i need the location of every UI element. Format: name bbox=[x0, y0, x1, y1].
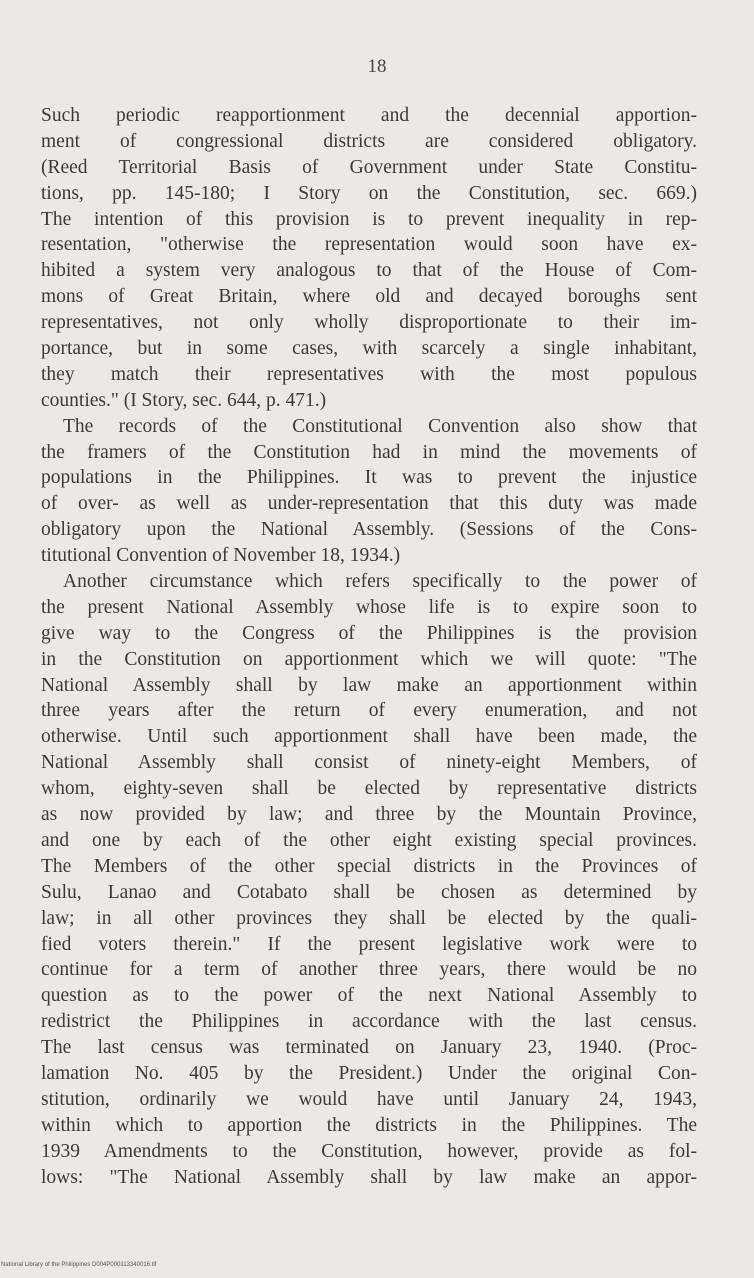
text-line: Sulu, Lanao and Cotabato shall be chosen as determined by bbox=[41, 881, 697, 903]
text-line: populations in the Philippines. It was to prevent the injustice bbox=[41, 467, 697, 489]
text-line: in the Constitution on apportionment which we will quote: "The bbox=[41, 648, 697, 670]
text-line: the framers of the Constitution had in mind the movements of bbox=[41, 441, 697, 463]
text-line: lamation No. 405 by the President.) Under the original Con- bbox=[41, 1062, 697, 1084]
text-line: ment of congressional districts are considered obligatory. bbox=[41, 130, 697, 152]
text-line: National Assembly shall consist of ninety-eight Members, of bbox=[41, 752, 697, 774]
text-line: The last census was terminated on January 23, 1940. (Proc- bbox=[41, 1037, 697, 1059]
text-line: fied voters therein." If the present legislative work were to bbox=[41, 933, 697, 955]
text-line: hibited a system very analogous to that of the House of Com- bbox=[41, 260, 697, 282]
text-line: The Members of the other special districts in the Provinces of bbox=[41, 855, 697, 877]
text-line: representatives, not only wholly disproportionate to their im- bbox=[41, 312, 697, 334]
text-line: three years after the return of every enumeration, and not bbox=[41, 700, 697, 722]
text-line: give way to the Congress of the Philippines is the provision bbox=[41, 622, 697, 644]
text-line: as now provided by law; and three by the Mountain Province, bbox=[41, 804, 697, 826]
text-line: within which to apportion the districts in the Philippines. The bbox=[41, 1114, 697, 1136]
text-line: tions, pp. 145-180; I Story on the Constitution, sec. 669.) bbox=[41, 182, 697, 204]
text-line: redistrict the Philippines in accordance with the last census. bbox=[41, 1011, 697, 1033]
paragraph-start-line: Another circumstance which refers specifically to the power of bbox=[63, 571, 697, 593]
text-line: lows: "The National Assembly shall by law make an appor- bbox=[41, 1166, 697, 1188]
text-line: portance, but in some cases, with scarcely a single inhabitant, bbox=[41, 338, 697, 360]
text-line: stitution, ordinarily we would have until January 24, 1943, bbox=[41, 1088, 697, 1110]
text-line: whom, eighty-seven shall be elected by representative districts bbox=[41, 778, 697, 800]
text-line: law; in all other provinces they shall be elected by the quali- bbox=[41, 907, 697, 929]
text-line: continue for a term of another three years, there would be no bbox=[41, 959, 697, 981]
text-line: and one by each of the other eight existing special provinces. bbox=[41, 829, 697, 851]
text-line: of over- as well as under-representation that this duty was made bbox=[41, 493, 697, 515]
text-line: resentation, "otherwise the representation would soon have ex- bbox=[41, 234, 697, 256]
text-line: 1939 Amendments to the Constitution, however, provide as fol- bbox=[41, 1140, 697, 1162]
text-line: counties." (I Story, sec. 644, p. 471.) bbox=[41, 389, 327, 411]
text-line: The intention of this provision is to prevent inequality in rep- bbox=[41, 208, 697, 230]
text-line: mons of Great Britain, where old and decayed boroughs sent bbox=[41, 286, 697, 308]
body-text bbox=[41, 103, 697, 1190]
text-line: Such periodic reapportionment and the decennial apportion- bbox=[41, 105, 697, 126]
scan-footer-label: National Library of the Philippines D004P000113340016.tif bbox=[1, 1262, 157, 1268]
text-line: obligatory upon the National Assembly. (Sessions of the Cons- bbox=[41, 519, 697, 541]
text-line: (Reed Territorial Basis of Government under State Constitu- bbox=[41, 156, 697, 178]
text-line: question as to the power of the next National Assembly to bbox=[41, 985, 697, 1007]
text-line: National Assembly shall by law make an apportionment within bbox=[41, 674, 697, 696]
text-line: the present National Assembly whose life is to expire soon to bbox=[41, 596, 697, 618]
page-number: 18 bbox=[367, 56, 387, 77]
text-line: titutional Convention of November 18, 1934.) bbox=[41, 545, 401, 567]
text-line: they match their representatives with the most populous bbox=[41, 363, 697, 385]
text-line: otherwise. Until such apportionment shall have been made, the bbox=[41, 726, 697, 748]
paragraph-start-line: The records of the Constitutional Convention also show that bbox=[63, 415, 697, 437]
